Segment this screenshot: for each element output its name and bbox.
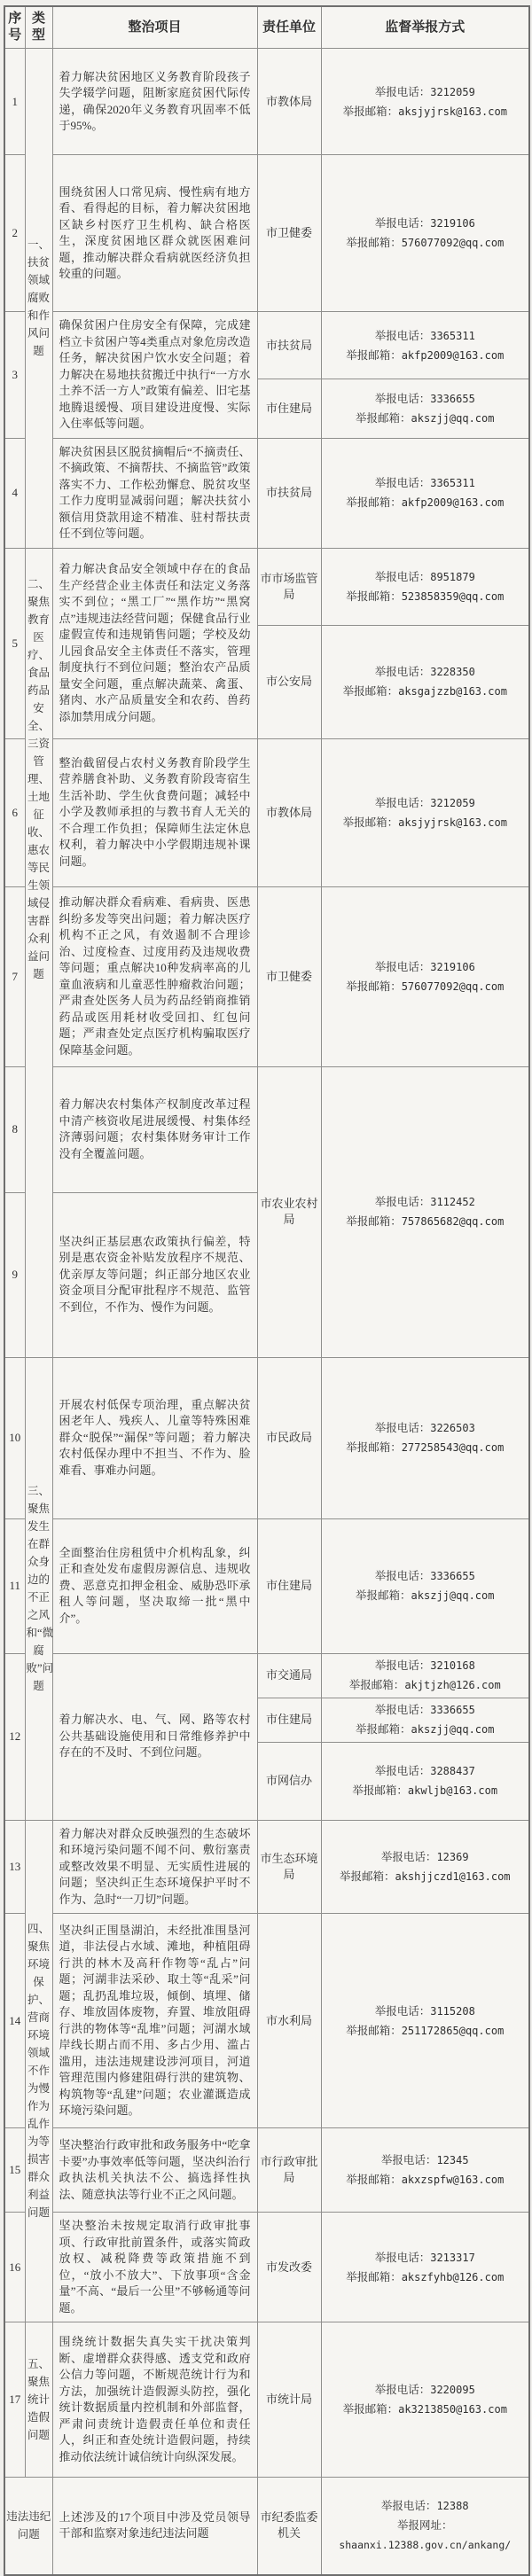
table-row	[4, 49, 529, 155]
report-cell	[321, 738, 529, 886]
table-row	[4, 1820, 529, 1914]
phone-label: 举报电话：	[374, 1765, 431, 1777]
report-email-line	[323, 1586, 528, 1605]
phone-label: 举报电话：	[380, 2154, 437, 2166]
phone-label: 举报电话：	[374, 1659, 431, 1672]
unit-cell: 市交通局	[257, 1653, 321, 1698]
report-email-line	[323, 2400, 528, 2419]
report-email-line	[323, 346, 528, 365]
report-phone-line	[323, 2002, 528, 2021]
phone-value: 3212059	[430, 796, 475, 809]
col-header-report: 监督举报方式	[321, 6, 529, 49]
email-label: 举报邮箱：	[346, 1441, 402, 1454]
report-phone-line	[323, 793, 528, 813]
project-cell: 围绕统计数据失真失实干扰决策判断、虚增群众获得感、透支党和政府公信力等问题，不断规范统计行为和方法，加强统计造假源头防控，强化统计数据质量内控机制和外部监督，严肃问责统计造假责任单位和责任人，纠正和查处统计造假问题，持续推动依法统计诚信统计向纵深发展。	[52, 2322, 257, 2478]
phone-label: 举报电话：	[374, 570, 431, 583]
project-cell: 着力解决水、电、气、网、路等农村公共基础设施使用和日常维修养护中存在的不及时、不到位问题。	[52, 1653, 257, 1820]
table-row	[4, 1914, 529, 2128]
unit-cell: 市行政审批局	[257, 2128, 321, 2213]
table-row	[4, 2128, 529, 2213]
report-cell	[321, 1357, 529, 1518]
seq-cell: 1	[4, 49, 25, 155]
unit-cell: 市教体局	[257, 49, 321, 155]
seq-cell: 12	[4, 1653, 25, 1820]
seq-cell: 16	[4, 2213, 25, 2322]
phone-label: 举报电话：	[374, 1704, 431, 1716]
phone-value: 3210168	[430, 1659, 475, 1672]
project-cell: 坚决纠正围垦湖泊，未经批准围垦河道，非法侵占水域、滩地，种植阻碍行洪的林木及高秆作物等“乱占”问题；河湖非法采砂、取土等“乱采”问题；乱扔乱堆垃圾，倾倒、填埋、储存、堆放固体废物，弃置、堆放阻碍行洪的物体等“乱堆”问题；河湖水域岸线长期占而不用、多占少用、滥占滥用，违法违规建设涉河项目，河道管理范围内修建阻碍行洪的建筑物、构筑物等“乱建”问题；农业灌溉造成环境污染问题。	[52, 1914, 257, 2128]
report-email-line	[323, 233, 528, 253]
table-row	[4, 1518, 529, 1653]
report-cell	[321, 155, 529, 312]
unit-cell: 市教体局	[257, 738, 321, 886]
email-value: akfp2009@163.com	[401, 348, 505, 362]
report-cell	[321, 49, 529, 155]
email-value: akszjj@qq.com	[411, 1723, 495, 1736]
project-cell: 开展农村低保专项治理，重点解决贫困老年人、残疾人、儿童等特殊困难群众“脱保”“漏保”等问题；着力解决农村低保办理中不担当、不作为、脸难看、事难办问题。	[52, 1357, 257, 1518]
email-value: aksjyjrsk@163.com	[398, 816, 507, 829]
unit-cell: 市住建局	[257, 1698, 321, 1742]
table-row	[4, 1066, 529, 1192]
report-phone-line	[323, 2380, 528, 2400]
report-email-line	[323, 1212, 528, 1231]
unit-cell: 市统计局	[257, 2322, 321, 2478]
unit-cell: 市公安局	[257, 625, 321, 738]
report-cell	[321, 312, 529, 379]
report-email-line	[323, 977, 528, 996]
report-email-line	[323, 682, 528, 701]
unit-cell: 市民政局	[257, 1357, 321, 1518]
seq-cell: 9	[4, 1192, 25, 1357]
report-cell	[321, 1820, 529, 1914]
seq-cell: 15	[4, 2128, 25, 2213]
seq-cell: 13	[4, 1820, 25, 1914]
phone-value: 12388	[436, 2500, 469, 2513]
report-phone-line	[323, 1700, 528, 1720]
report-phone-line	[323, 1761, 528, 1781]
report-phone-line	[323, 214, 528, 233]
report-email-line	[323, 2170, 528, 2190]
table-row	[4, 1653, 529, 1698]
project-cell: 着力解决贫困地区义务教育阶段孩子失学辍学问题，阻断家庭贫困代际传递，确保2020年义务教育巩固率不低于95%。	[52, 49, 257, 155]
report-cell	[321, 1066, 529, 1357]
report-phone-line	[323, 662, 528, 682]
email-value: akszfyhb@126.com	[401, 2270, 505, 2283]
email-label: 举报邮箱：	[342, 105, 399, 118]
unit-cell: 市卫健委	[257, 155, 321, 312]
phone-value: 3219106	[430, 217, 475, 230]
table-row	[4, 738, 529, 886]
table-row	[4, 2213, 529, 2322]
table-row	[4, 155, 529, 312]
email-value: akshjjczd1@163.com	[395, 1870, 511, 1883]
report-phone-line	[323, 1566, 528, 1586]
report-phone-line	[323, 82, 528, 102]
email-label: 举报邮箱：	[352, 1784, 408, 1797]
col-header-project: 整治项目	[52, 6, 257, 49]
project-cell: 全面整治住房租赁中介机构乱象，纠正和查处发布虚假房源信息、违规收费、恶意克扣押金租金、威胁恐吓承租人等问题，坚决取缔一批“黑中介”。	[52, 1518, 257, 1653]
seq-cell: 7	[4, 886, 25, 1066]
phone-label: 举报电话：	[374, 1422, 431, 1434]
col-header-seq: 序号	[4, 6, 25, 49]
phone-value: 3219106	[430, 960, 475, 973]
seq-cell: 8	[4, 1066, 25, 1192]
unit-cell: 市卫健委	[257, 886, 321, 1066]
project-cell: 解决贫困县区脱贫摘帽后“不摘责任、不摘政策、不摘帮扶、不摘监管”政策落实不力、工作松劲懈怠、脱贫攻坚工作力度明显减弱问题；解决扶贫小额信用贷款用途不精准、驻村帮扶责任不到位等问题。	[52, 438, 257, 548]
report-email-line	[323, 102, 528, 121]
web-label: 举报网址：	[396, 2519, 453, 2533]
report-cell	[321, 548, 529, 625]
unit-cell: 市市场监管局	[257, 548, 321, 625]
type-group-cell: 三、聚焦发生在群众身边的不正之风和“微腐败”问题	[25, 1357, 52, 1820]
project-cell: 坚决整治行政审批和政务服务中“吃拿卡要”办事效率低等问题，坚决纠治行政执法机关执法不公、搞选择性执法、随意执法等行业不正之风问题。	[52, 2128, 257, 2213]
email-label: 举报邮箱：	[346, 1215, 402, 1228]
phone-value: 3365311	[430, 329, 475, 342]
phone-label: 举报电话：	[374, 329, 431, 342]
email-label: 举报邮箱：	[346, 237, 402, 249]
report-phone-line	[323, 326, 528, 346]
col-header-type: 类型	[25, 6, 52, 49]
report-email-line	[323, 1781, 528, 1800]
unit-cell: 市水利局	[257, 1914, 321, 2128]
email-value: 576077092@qq.com	[401, 237, 505, 249]
report-cell	[321, 1518, 529, 1653]
phone-value: 3115208	[430, 2004, 475, 2018]
phone-label: 举报电话：	[374, 477, 431, 489]
report-web-url: shaanxi.12388.gov.cn/ankang/	[339, 2539, 512, 2552]
type-group-cell: 二、聚焦教育医疗、食品药品安全、三资管理、土地征收、惠农等民生领域侵害群众利益问题	[25, 548, 52, 1357]
email-label: 举报邮箱：	[356, 1723, 411, 1736]
type-group-cell: 一、扶贫领域腐败和作风问题	[25, 49, 52, 549]
phone-value: 3226503	[430, 1422, 475, 1434]
email-value: 757865682@qq.com	[401, 1215, 505, 1228]
email-label: 举报邮箱：	[342, 816, 399, 829]
table-row	[4, 886, 529, 1066]
table-row	[4, 438, 529, 548]
phone-value: 3228350	[430, 666, 475, 678]
report-cell	[321, 379, 529, 438]
unit-cell: 市农业农村局	[257, 1066, 321, 1357]
email-label: 举报邮箱：	[346, 348, 402, 362]
rectification-table	[4, 5, 530, 2576]
email-label: 举报邮箱：	[356, 1589, 411, 1602]
report-phone-line	[323, 1847, 528, 1867]
project-cell: 围绕贫困人口常见病、慢性病有地方看、看得起的目标，着力解决贫困地区缺乡村医疗卫生机构、缺合格医生，深度贫困地区群众就医困难问题，推动解决群众看病就医经济负担较重的问题。	[52, 155, 257, 312]
phone-value: 3365311	[430, 477, 475, 489]
phone-label: 举报电话：	[374, 796, 431, 809]
project-cell: 确保贫困户住房安全有保障，完成建档立卡贫困户等4类重点对象危房改造任务，解决贫困户饮水安全问题；着力解决在易地扶贫搬迁中执行“一方水土养不活一方人”政策有偏差、旧宅基地腾退缓慢、项目建设进度慢、实际入住率低等问题。	[52, 312, 257, 439]
phone-label: 举报电话：	[374, 2384, 431, 2396]
report-phone-line	[323, 389, 528, 409]
report-email-line	[323, 493, 528, 512]
type-group-cell: 四、聚焦环境保护、营商环境领域不作为慢作为乱作为等损害群众利益问题	[25, 1820, 52, 2322]
seq-cell: 10	[4, 1357, 25, 1518]
report-cell	[321, 2213, 529, 2322]
phone-value: 3213317	[430, 2251, 475, 2264]
report-email-line	[323, 1720, 528, 1739]
report-email-line	[323, 1438, 528, 1457]
phone-value: 3336655	[430, 1570, 475, 1582]
email-value: akszjj@qq.com	[411, 411, 495, 425]
phone-label: 举报电话：	[374, 1570, 431, 1582]
report-phone-line	[323, 473, 528, 493]
report-email-line	[323, 1675, 528, 1695]
seq-cell: 11	[4, 1518, 25, 1653]
project-cell: 坚决整治未按规定取消行政审批事项、行政审批前置条件，或落实简政放权、减税降费等政策措施不到位，“放小不放大”、下放事项“含金量”不高、“最后一公里”不够畅通等问题。	[52, 2213, 257, 2322]
header-row	[4, 6, 529, 49]
project-cell: 坚决纠正基层惠农政策执行偏差，特别是惠农资金补贴发放程序不规范、优亲厚友等问题；纠正部分地区农业资金项目分配审批程序不规范、监管不到位，不作为、慢作为问题。	[52, 1192, 257, 1357]
seq-cell: 6	[4, 738, 25, 886]
project-cell: 整治截留侵占农村义务教育阶段学生营养膳食补助、义务教育阶段寄宿生生活补助、学生伙食费问题；减轻中小学及教师承担的与教书育人无关的不合理工作负担；保障师生法定休息权利，着力解决中小学假期违规补课问题。	[52, 738, 257, 886]
report-cell	[321, 2478, 529, 2575]
table-row	[4, 312, 529, 379]
table-row	[4, 548, 529, 625]
phone-label: 举报电话：	[380, 1850, 437, 1863]
phone-value: 12369	[436, 1850, 469, 1863]
report-cell	[321, 2322, 529, 2478]
report-cell	[321, 1698, 529, 1742]
footer-label-cell: 违法违纪问题	[4, 2478, 52, 2575]
project-cell: 着力解决农村集体产权制度改革过程中清产核资收尾进展缓慢、村集体经济薄弱问题；农村集体财务审计工作没有全覆盖问题。	[52, 1066, 257, 1192]
report-email-line	[323, 2021, 528, 2041]
report-phone-line	[323, 1418, 528, 1438]
email-value: akfp2009@163.com	[401, 496, 505, 509]
phone-label: 举报电话：	[374, 1196, 431, 1208]
report-cell	[321, 625, 529, 738]
seq-cell: 14	[4, 1914, 25, 2128]
email-label: 举报邮箱：	[348, 1679, 405, 1691]
email-label: 举报邮箱：	[356, 411, 411, 425]
seq-cell: 4	[4, 438, 25, 548]
project-cell: 着力解决食品安全领域中存在的食品生产经营企业主体责任和法定义务落实不到位；“黑工厂”“黑作坊”“黑窝点”违规违法经营问题；保健食品行业虚假宣传和违规销售问题；学校及幼儿园食品安全主体责任不落实，管理制度执行不到位问题；整治农产品质量安全问题，重点解决蔬菜、禽蛋、猪肉、水产品质量安全和农药、兽药添加禁用成分问题。	[52, 548, 257, 738]
phone-label: 举报电话：	[374, 2004, 431, 2018]
unit-cell: 市发改委	[257, 2213, 321, 2322]
report-phone-line	[323, 2496, 528, 2516]
email-label: 举报邮箱：	[342, 685, 399, 698]
email-value: 576077092@qq.com	[401, 980, 505, 993]
phone-label: 举报电话：	[374, 666, 431, 678]
report-cell	[321, 1914, 529, 2128]
email-label: 举报邮箱：	[339, 1870, 395, 1883]
unit-cell: 市住建局	[257, 379, 321, 438]
report-phone-line	[323, 2151, 528, 2170]
report-cell	[321, 438, 529, 548]
phone-label: 举报电话：	[374, 2251, 431, 2264]
email-value: aksgajzzb@163.com	[398, 685, 507, 698]
email-value: 277258543@qq.com	[401, 1441, 505, 1454]
seq-cell: 3	[4, 312, 25, 439]
phone-value: 3112452	[430, 1196, 475, 1208]
type-group-cell: 五、聚焦统计造假问题	[25, 2322, 52, 2478]
phone-label: 举报电话：	[374, 960, 431, 973]
email-value: akszjj@qq.com	[411, 1589, 495, 1602]
phone-value: 12345	[436, 2154, 469, 2166]
report-cell	[321, 1742, 529, 1820]
phone-value: 3336655	[430, 1704, 475, 1716]
project-cell: 推动解决群众看病难、看病贵、医患纠纷多发等突出问题；着力解决医疗机构不正之风，有效遏制不合理诊治、过度检查、过度用药及违规收费等问题；重点解决10种发病率高的儿童血液病和儿童恶性肿瘤救治问题；严肃查处医务人员为药品经销商推销药品或医用耗材收受回扣、红包问题；严肃查处定点医疗机构骗取医疗保障基金问题。	[52, 886, 257, 1066]
unit-cell: 市网信办	[257, 1742, 321, 1820]
email-value: ak3213850@163.com	[398, 2403, 507, 2416]
project-cell: 着力解决对群众反映强烈的生态破坏和环境污染问题不闻不问、敷衍塞责或整改效果不明显、无实质性进展的问题；坚决纠正生态环境保护平时不作为、急时“一刀切”问题。	[52, 1820, 257, 1914]
phone-label: 举报电话：	[374, 392, 431, 405]
phone-value: 8951879	[430, 570, 475, 583]
email-label: 举报邮箱：	[346, 2174, 402, 2186]
col-header-unit: 责任单位	[257, 6, 321, 49]
report-web-label-line	[323, 2516, 528, 2535]
seq-cell: 2	[4, 155, 25, 312]
report-email-line	[323, 409, 528, 428]
email-value: 523858359@qq.com	[401, 589, 505, 603]
report-cell	[321, 886, 529, 1066]
table-row	[4, 1357, 529, 1518]
phone-value: 3336655	[430, 392, 475, 405]
report-email-line	[323, 587, 528, 606]
email-label: 举报邮箱：	[346, 2024, 402, 2037]
email-value: aksjyjrsk@163.com	[398, 105, 507, 118]
email-label: 举报邮箱：	[346, 980, 402, 993]
phone-label: 举报电话：	[374, 85, 431, 98]
email-value: 251172865@qq.com	[401, 2024, 505, 2037]
report-cell	[321, 1653, 529, 1698]
email-label: 举报邮箱：	[346, 2270, 402, 2283]
unit-cell: 市生态环境局	[257, 1820, 321, 1914]
email-label: 举报邮箱：	[346, 496, 402, 509]
report-email-line	[323, 1867, 528, 1886]
email-label: 举报邮箱：	[342, 2403, 399, 2416]
report-cell	[321, 2128, 529, 2213]
email-value: akxzspfw@163.com	[401, 2174, 505, 2186]
seq-cell: 17	[4, 2322, 25, 2478]
unit-cell: 市纪委监委机关	[257, 2478, 321, 2575]
email-label: 举报邮箱：	[346, 589, 402, 603]
email-value: akjtjzh@126.com	[404, 1679, 501, 1691]
report-phone-line	[323, 1192, 528, 1212]
seq-cell: 5	[4, 548, 25, 738]
phone-value: 3212059	[430, 85, 475, 98]
email-value: akwljb@163.com	[407, 1784, 498, 1797]
report-email-line	[323, 813, 528, 832]
report-phone-line	[323, 1656, 528, 1675]
report-phone-line	[323, 957, 528, 977]
phone-label: 举报电话：	[374, 217, 431, 230]
unit-cell: 市扶贫局	[257, 312, 321, 379]
phone-label: 举报电话：	[380, 2500, 437, 2513]
report-email-line	[323, 2268, 528, 2287]
unit-cell: 市住建局	[257, 1518, 321, 1653]
footer-row	[4, 2478, 529, 2575]
unit-cell: 市扶贫局	[257, 438, 321, 548]
project-cell: 上述涉及的17个项目中涉及党员领导干部和监察对象违纪违法问题	[52, 2478, 257, 2575]
table-row	[4, 2322, 529, 2478]
phone-value: 3220095	[430, 2384, 475, 2396]
phone-value: 3288437	[430, 1765, 475, 1777]
report-phone-line	[323, 567, 528, 587]
report-phone-line	[323, 2248, 528, 2268]
